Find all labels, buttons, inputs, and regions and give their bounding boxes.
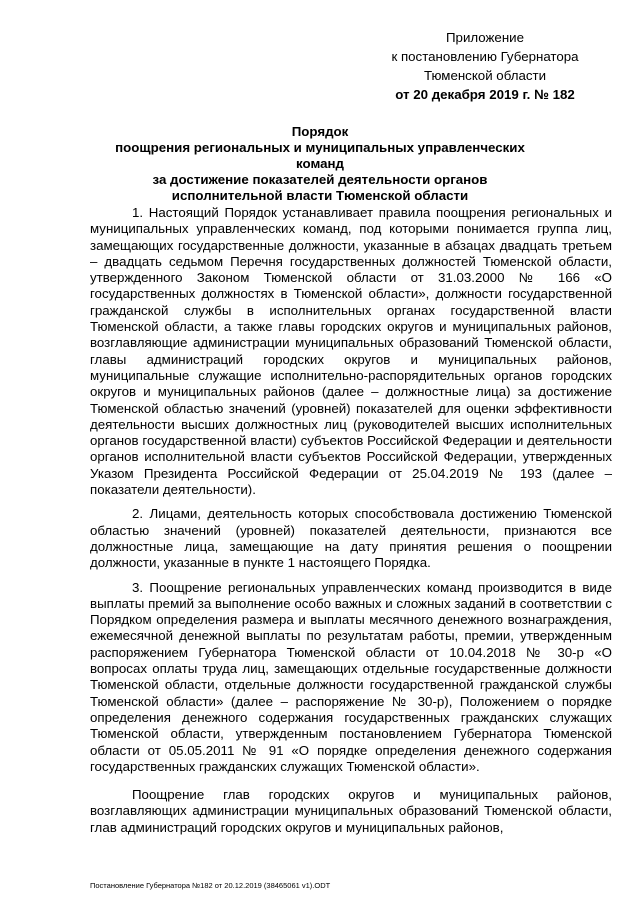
document-body: [90, 205, 612, 836]
paragraph-2: 2. Лицами, деятельность которых способствовала достижению Тюменской областью значений (уровней) показателей деятельности, признаются все должностные лица, замещающие на дату принятия решения о поощрении должности, указанные в пункте 1 настоящего Порядка.: [90, 506, 612, 571]
paragraph-3: 3. Поощрение региональных управленческих команд производится в виде выплаты премий за выполнение особо важных и сложных заданий в соответствии с Порядком определения размера и выплаты месячного денежного вознаграждения, ежемесячной денежной выплаты по результатам работы, премии, утвержденным распоряжением Губернатора Тюменской области от 10.04.2018 № 30-р «О вопросах оплаты труда лиц, замещающих отдельные государственные должности Тюменской области, отдельные должности государственной гражданской службы Тюменской области» (далее – распоряжение № 30-р), Положением о порядке определения денежного содержания государственных гражданских служащих Тюменской области, утвержденным постановлением Губернатора Тюменской области от 05.05.2011 № 91 «О порядке определения денежного содержания государственных гражданских служащих Тюменской области».: [90, 579, 612, 774]
title-line-3: за достижение показателей деятельности органов: [152, 172, 488, 187]
appendix-reference: к постановлению Губернатора: [391, 49, 579, 64]
appendix-region: Тюменской области: [423, 68, 547, 83]
title-line-2: поощрения региональных и муниципальных управленческих команд: [115, 140, 525, 171]
document-title: [90, 124, 550, 204]
file-footer: Постановление Губернатора №182 от 20.12.2019 (38465061 v1).ODT: [90, 881, 331, 890]
title-line-4: исполнительной власти Тюменской области: [171, 188, 469, 203]
appendix-header: [360, 28, 610, 104]
title-line-1: Порядок: [291, 124, 349, 139]
paragraph-1: 1. Настоящий Порядок устанавливает правила поощрения региональных и муниципальных управленческих команд, под которыми понимается группа лиц, замещающих государственные должности, указанные в абзацах двадцать третьем – двадцать седьмом Перечня государственных должностей Тюменской области, утвержденного Законом Тюменской области от 31.03.2000 № 166 «О государственных должностях в Тюменской области», должности государственной гражданской службы в исполнительных органах государственной власти Тюменской области, а также главы городских округов и муниципальных районов, возглавляющие администрации муниципальных образований Тюменской области, главы администраций городских округов и муниципальных районов, муниципальные служащие исполнительно-распорядительных органов городских округов и муниципальных районов (далее – должностные лица) за достижение Тюменской областью значений (уровней) показателей для оценки эффективности деятельности высших должностных лиц (руководителей высших исполнительных органов государственной власти) субъектов Российской Федерации и деятельности органов исполнительной власти субъектов Российской Федерации, утвержденных Указом Президента Российской Федерации от 25.04.2019 № 193 (далее – показатели деятельности).: [90, 205, 612, 498]
paragraph-4: Поощрение глав городских округов и муниципальных районов, возглавляющих администрации муниципальных образований Тюменской области, глав администраций городских округов и муниципальных районов,: [90, 787, 612, 835]
appendix-label: Приложение: [446, 30, 524, 45]
appendix-date-number: от 20 декабря 2019 г. № 182: [395, 87, 575, 102]
